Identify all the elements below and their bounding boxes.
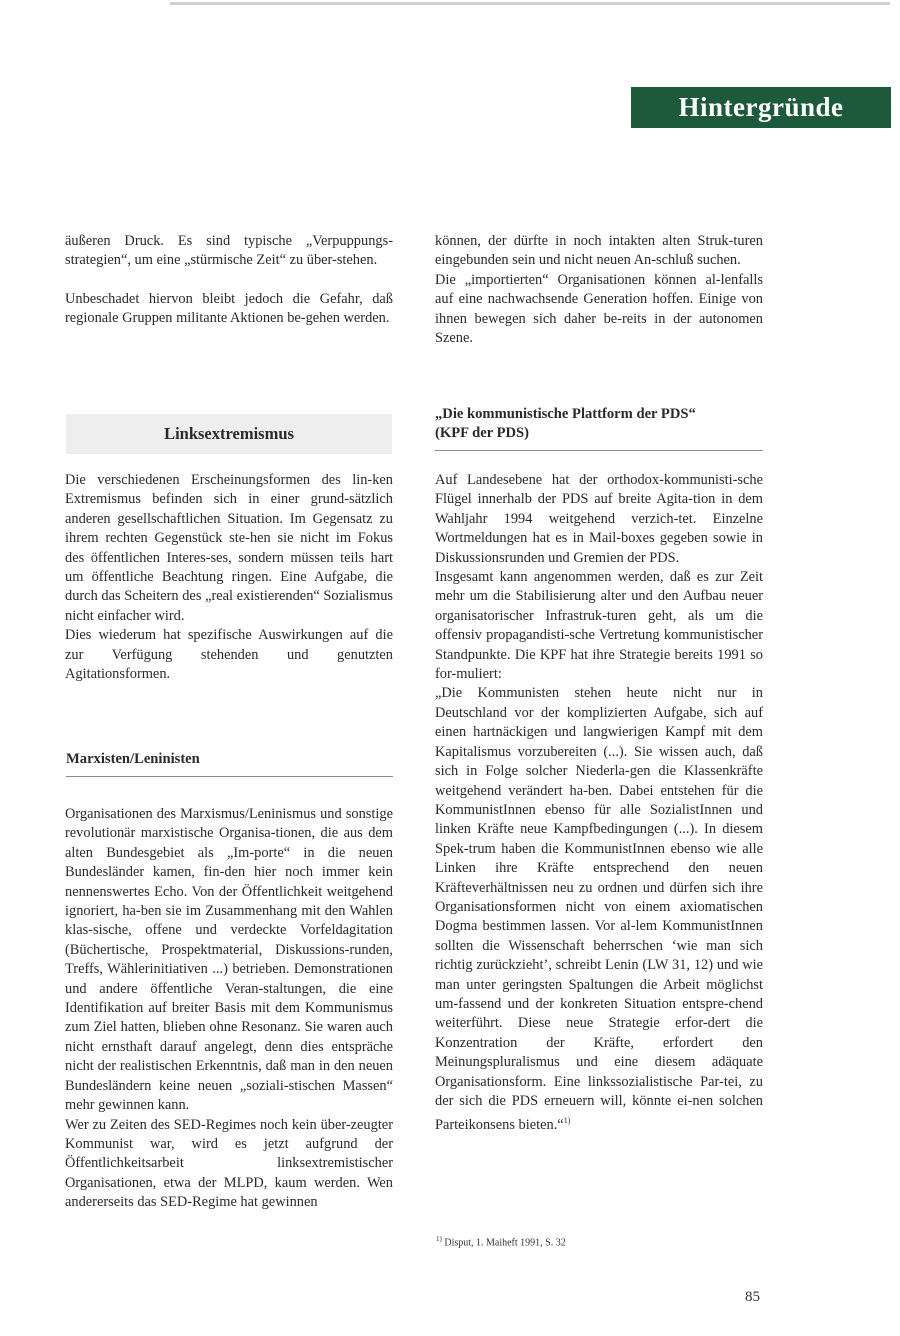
paragraph: Die „importierten“ Organisationen können al-lenfalls auf eine nachwachsende Generation hoffen. Einige von ihnen bewegen sich daher be-reits in der autonomen Szene.: [435, 271, 763, 347]
top-rule: [170, 2, 890, 5]
page-number: 85: [745, 1289, 760, 1305]
paragraph: Die verschiedenen Erscheinungsformen des lin-ken Extremismus befinden sich in einer grund-sätzlich anderen gesellschaftlichen Situation. Im Gegensatz zu ihrem rechten Gegenstück ste-hen sie nicht im Fokus des öffentlichen Interes-ses, sondern müssen teils hart um öffentliche Beachtung ringen. Eine Aufgabe, die durch das Scheitern des „real existierenden“ Sozialismus nicht einfacher wird.: [65, 472, 393, 624]
paragraph: äußeren Druck. Es sind typische „Verpuppungs-strategien“, um eine „stürmische Zeit“ zu über-stehen.: [65, 233, 393, 269]
paragraph: Insgesamt kann angenommen werden, daß es zur Zeit mehr um die Stabilisierung alter und den Aufbau neuer organisatorischer Infrastruk-turen geht, als um die offensiv propagandisti-sche Vertretung kommunistischer Standpunkte. Die KPF hat ihre Strategie bereits 1991 so for-muliert:: [435, 569, 763, 683]
paragraph: Auf Landesebene hat der orthodox-kommunisti-sche Flügel innerhalb der PDS auf breite Agita-tion in dem Wahljahr 1994 weitgehend verzich-tet. Einzelne Wortmeldungen hat es in Mail-boxes gegeben sowie in Diskussionsrunden und Gremien der PDS.: [435, 472, 763, 566]
quote-paragraph: [435, 684, 763, 1135]
linksextremismus-heading: Linksextremismus: [66, 414, 392, 454]
footnote-reference: 1): [563, 1116, 571, 1126]
paragraph: Wer zu Zeiten des SED-Regimes noch kein über-zeugter Kommunist war, wird es jetzt aufgrund der Öffentlichkeitsarbeit linksextremistischer Organisationen, etwa der MLPD, kaum werden. Wen andererseits das SED-Regime hat gewinnen: [65, 1116, 393, 1211]
right-top-text: [435, 232, 763, 348]
kpf-heading-line: „Die kommunistische Plattform der PDS“: [435, 406, 696, 422]
marxisten-text: [65, 805, 393, 1213]
heading-rule: [435, 450, 763, 451]
kpf-heading: [435, 405, 765, 444]
footnote-text: Disput, 1. Maiheft 1991, S. 32: [444, 1237, 566, 1249]
paragraph: Dies wiederum hat spezifische Auswirkungen auf die zur Verfügung stehenden und genutzten Agitationsformen.: [65, 627, 393, 683]
left-top-text: [65, 232, 393, 329]
section-banner: Hintergründe: [631, 87, 891, 128]
linksextremismus-text: [65, 471, 393, 684]
paragraph: Organisationen des Marxismus/Leninismus und sonstige revolutionär marxistische Organisa-tionen, die aus dem alten Bundesgebiet als „Im-porte“ in die neuen Bundesländer kamen, fin-den hier noch immer kein nennenswertes Echo. Von der Öffentlichkeit weitgehend ignoriert, ha-ben sie im Zusammenhang mit den Wahlen klas-sische, offene und verdeckte Vorfeldagitation (Büchertische, Prospektmaterial, Diskussions-runden, Treffs, Wählerinitiativen ...) betrieben. Demonstrationen und andere öffentliche Veran-staltungen, die eine Identifikation auf breiter Basis mit dem Kommunismus zum Ziel hatten, blieben ohne Resonanz. Sie waren auch nicht ernsthaft darauf angelegt, denn dies entspräche nicht der realistischen Erkenntnis, daß man in den neuen Bundesländern keine neuen „soziali-stischen Massen“ mehr gewinnen kann.: [65, 806, 393, 1114]
quote-text: „Die Kommunisten stehen heute nicht nur in Deutschland vor der komplizierten Aufgabe, sich auf einen hartnäckigen und langwierigen Kampf mit dem Kapitalismus vorzubereiten (...). Sie wissen auch, daß sich in Folge solcher Niederla-gen die Klassenkräfte weitgehend verändert ha-ben. Dabei entstehen für die KommunistInnen ebenso für alle SozialistInnen und linken Kräfte neue Kampfbedingungen (...). In diesem Spek-trum haben die KommunistInnen ebenso wie alle Linken ihre Kräfte entsprechend den neuen Kräfteverhältnissen neu zu ordnen und dürfen sich ihre Organisationsformen nicht von einem axiomatischen Dogma bestimmen lassen. Vor al-lem KommunistInnen sollten die Wissenschaft beherrschen ‘wie man sich richtig zurückzieht’, schreibt Lenin (LW 31, 12) und wie man unter geringsten Spaltungen die Arbeit möglichst um-fassend und der konkreten Situation entspre-chend weiterführt. Diese neue Strategie erfor-dert die Konzentration der Kräfte, erfordert den Meinungspluralismus und eine diesem adäquate Organisationsform. Eine linkssozialistische Par-tei, zu der sich die PDS erneuern will, könnte ei-nen solchen Parteikonsens bieten.“: [435, 685, 763, 1134]
paragraph: Unbeschadet hiervon bleibt jedoch die Gefahr, daß regionale Gruppen militante Aktionen be-gehen werden.: [65, 290, 393, 327]
footnote-marker: 1): [436, 1235, 442, 1243]
kpf-heading-line: (KPF der PDS): [435, 425, 530, 442]
heading-rule: [66, 776, 393, 777]
kpf-text: [435, 471, 763, 1136]
paragraph: können, der dürfte in noch intakten alten Struk-turen eingebunden sein und nicht neuen An-schluß suchen.: [435, 233, 763, 269]
marxisten-heading: Marxisten/Leninisten: [66, 751, 200, 767]
footnote: [436, 1232, 566, 1250]
